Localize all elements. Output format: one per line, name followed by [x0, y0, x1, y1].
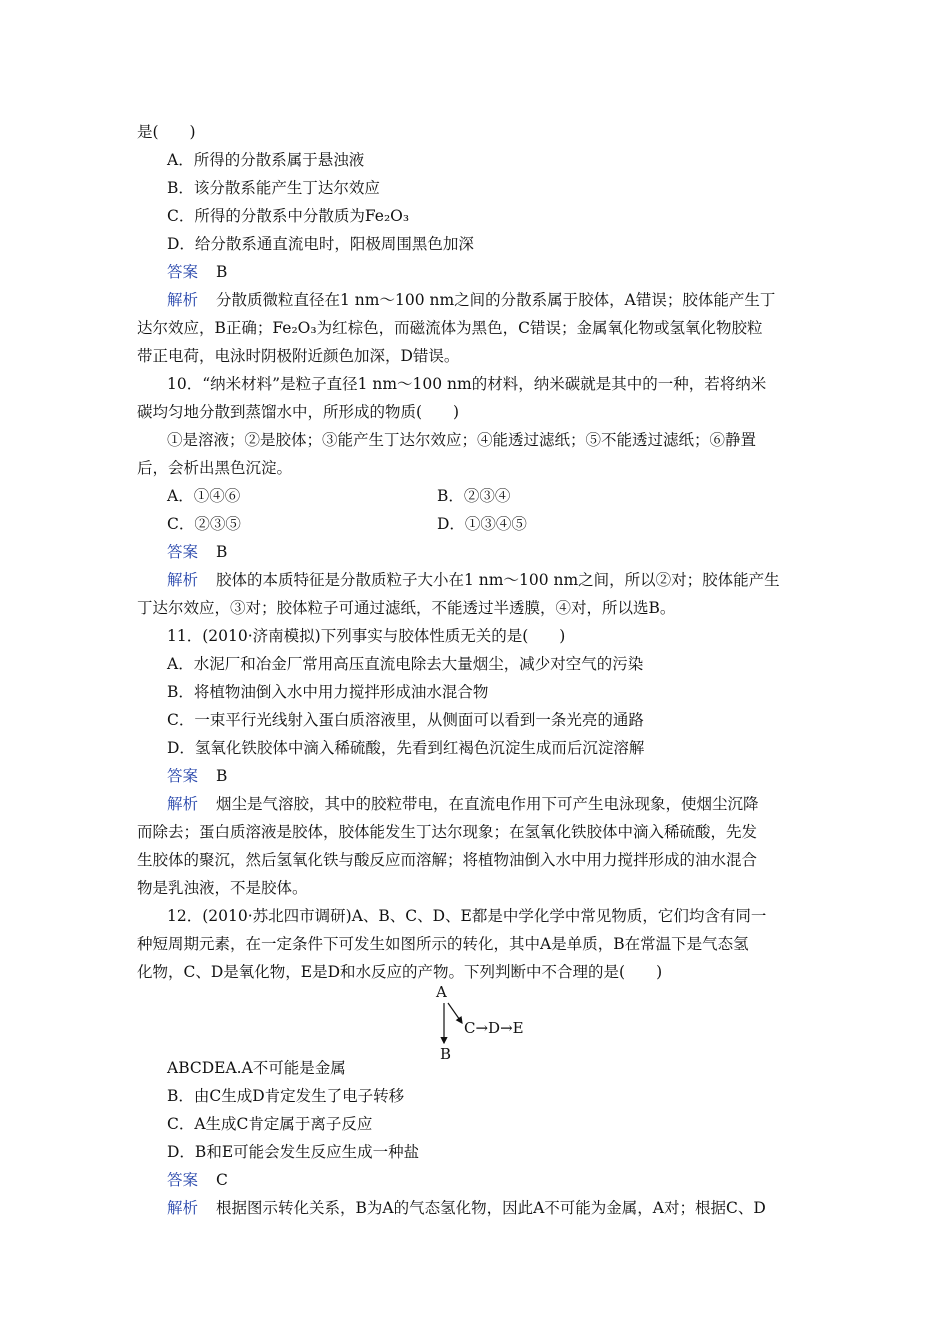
- question-12-stem: 种短周期元素，在一定条件下可发生如图所示的转化，其中A是单质，B在常温下是气态氢: [137, 935, 749, 953]
- option-d: D．氢氧化铁胶体中滴入稀硫酸，先看到红褐色沉淀生成而后沉淀溶解: [167, 739, 645, 757]
- node-b: B: [440, 1045, 452, 1063]
- analysis-text: 胶体的本质特征是分散质粒子大小在1 nm～100 nm之间，所以②对；胶体能产生: [216, 571, 780, 589]
- arrow-a-to-c: [448, 1003, 462, 1023]
- option-d: D．B和E可能会发生反应生成一种盐: [167, 1143, 420, 1161]
- question-11-stem: 11．(2010·济南模拟)下列事实与胶体性质无关的是( ): [167, 627, 566, 645]
- analysis-text: 生胶体的聚沉，然后氢氧化铁与酸反应而溶解；将植物油倒入水中用力搅拌形成的油水混合: [137, 851, 758, 869]
- option-d: D．①③④⑤: [437, 515, 527, 533]
- question-9-stem-tail: 是( ): [137, 123, 196, 141]
- analysis-text: 物是乳浊液，不是胶体。: [137, 879, 308, 897]
- analysis-text: 根据图示转化关系，B为A的气态氢化物，因此A不可能为金属，A对；根据C、D: [216, 1199, 766, 1217]
- node-a: A: [436, 983, 447, 1001]
- answer-value: C: [216, 1171, 228, 1189]
- option-c: C．②③⑤: [167, 515, 241, 533]
- option-a: A．①④⑥: [167, 487, 241, 505]
- option-b: B．将植物油倒入水中用力搅拌形成油水混合物: [167, 683, 489, 701]
- analysis-line: [167, 794, 759, 814]
- statement-list: 后，会析出黑色沉淀。: [137, 459, 293, 477]
- option-b: B．该分散系能产生丁达尔效应: [167, 179, 380, 197]
- answer-label: 答案: [167, 263, 199, 281]
- analysis-line: [167, 570, 780, 590]
- analysis-text: 达尔效应，B正确；Fe₂O₃为红棕色，而磁流体为黑色，C错误；金属氧化物或氢氧化物胶粒: [137, 319, 763, 337]
- option-b: B．由C生成D肯定发生了电子转移: [167, 1087, 405, 1105]
- option-a: A．所得的分散系属于悬浊液: [167, 151, 365, 169]
- answer-label: 答案: [167, 1171, 199, 1189]
- statement-list: ①是溶液；②是胶体；③能产生丁达尔效应；④能透过滤纸；⑤不能透过滤纸；⑥静置: [167, 431, 757, 449]
- option-d: D．给分散系通直流电时，阳极周围黑色加深: [167, 235, 474, 253]
- option-c: C．A生成C肯定属于离子反应: [167, 1115, 373, 1133]
- analysis-text: 烟尘是气溶胶，其中的胶粒带电，在直流电作用下可产生电泳现象，使烟尘沉降: [216, 795, 759, 813]
- analysis-label: 解析: [167, 291, 199, 309]
- analysis-line: [167, 290, 775, 310]
- answer-line: [167, 262, 227, 282]
- answer-line: [167, 1170, 228, 1190]
- option-c: C．所得的分散系中分散质为Fe₂O₃: [167, 207, 410, 225]
- answer-line: [167, 542, 227, 562]
- node-chain: C→D→E: [464, 1019, 524, 1037]
- answer-value: B: [216, 263, 228, 281]
- answer-label: 答案: [167, 767, 199, 785]
- analysis-label: 解析: [167, 571, 199, 589]
- analysis-text: 丁达尔效应，③对；胶体粒子可通过滤纸，不能透过半透膜，④对，所以选B。: [137, 599, 676, 617]
- analysis-text: 分散质微粒直径在1 nm～100 nm之间的分散系属于胶体，A错误；胶体能产生丁: [216, 291, 776, 309]
- question-12-stem: 化物，C、D是氧化物，E是D和水反应的产物。下列判断中不合理的是( ): [137, 963, 663, 981]
- answer-line: [167, 766, 227, 786]
- answer-value: B: [216, 543, 228, 561]
- question-10-stem: 碳均匀地分散到蒸馏水中，所形成的物质( ): [137, 403, 460, 421]
- analysis-text: 而除去；蛋白质溶液是胶体，胶体能发生丁达尔现象；在氢氧化铁胶体中滴入稀硫酸，先发: [137, 823, 758, 841]
- option-b: B．②③④: [437, 487, 511, 505]
- analysis-text: 带正电荷，电泳时阴极附近颜色加深，D错误。: [137, 347, 460, 365]
- question-10-stem: 10．“纳米材料”是粒子直径1 nm～100 nm的材料，纳米碳就是其中的一种，若将纳米: [167, 375, 767, 393]
- question-12-stem: 12．(2010·苏北四市调研)A、B、C、D、E都是中学化学中常见物质，它们均含有同一: [167, 907, 767, 925]
- conversion-diagram: [432, 983, 552, 1063]
- answer-value: B: [216, 767, 228, 785]
- option-a: A．水泥厂和冶金厂常用高压直流电除去大量烟尘，减少对空气的污染: [167, 655, 644, 673]
- option-c: C．一束平行光线射入蛋白质溶液里，从侧面可以看到一条光亮的通路: [167, 711, 644, 729]
- analysis-label: 解析: [167, 795, 199, 813]
- analysis-line: [167, 1198, 766, 1218]
- analysis-label: 解析: [167, 1199, 199, 1217]
- answer-label: 答案: [167, 543, 199, 561]
- option-a: ABCDEA.A不可能是金属: [167, 1059, 346, 1077]
